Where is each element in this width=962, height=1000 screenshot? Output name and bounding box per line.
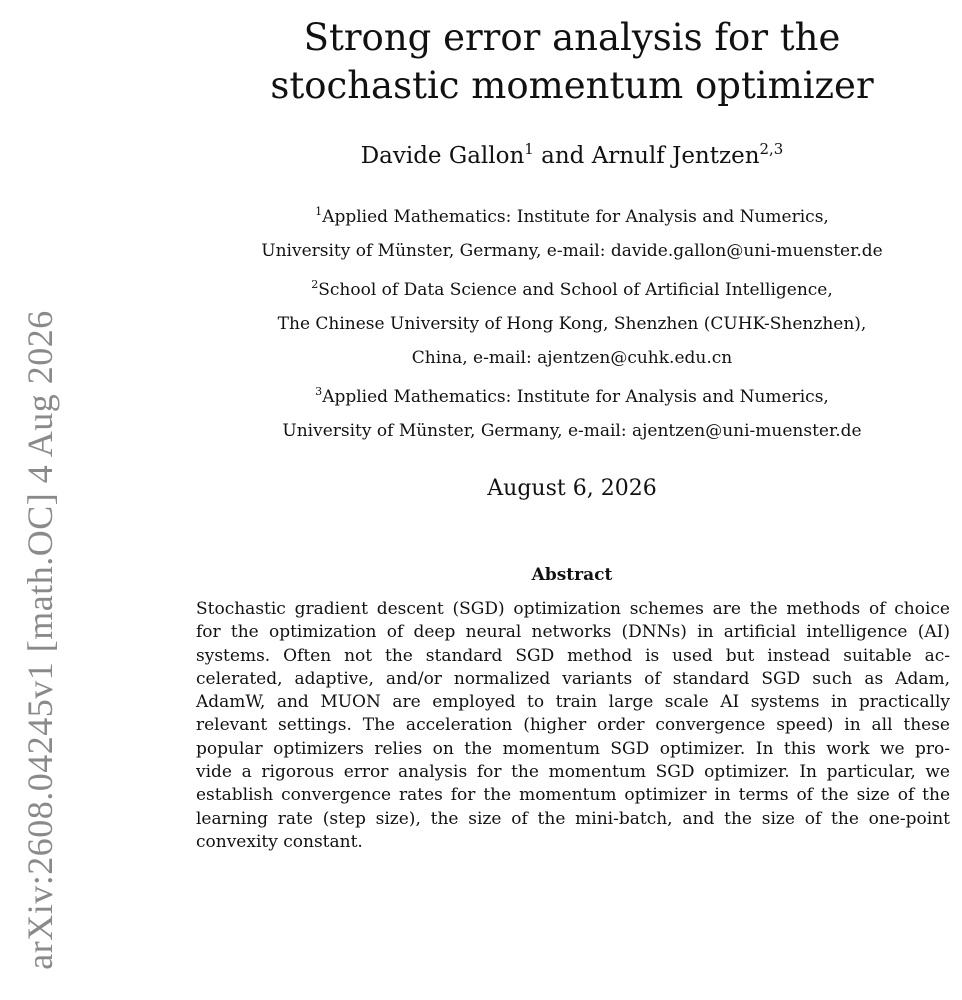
- affiliation-3-mark: 3: [315, 384, 323, 398]
- arxiv-identifier-stamp: arXiv:2608.04245v1 [math.OC] 4 Aug 2026: [20, 310, 60, 970]
- affiliation-2-line-1: [200, 273, 944, 307]
- abstract-heading: Abstract: [531, 565, 613, 585]
- paper-title-line-2: stochastic momentum optimizer: [270, 64, 874, 107]
- author-2-affiliation-mark: 2,3: [759, 139, 784, 158]
- affiliation-2-line-3: China, e-mail: ajentzen@cuhk.edu.cn: [411, 348, 733, 368]
- abstract-line: establish convergence rates for the momentum optimizer in terms of the size of the: [196, 785, 950, 806]
- abstract-line: learning rate (step size), the size of the mini-batch, and the size of the one-point: [196, 808, 950, 829]
- abstract-line: popular optimizers relies on the momentum SGD optimizer. In this work we pro-: [196, 738, 950, 759]
- affiliation-1-mark: 1: [315, 204, 323, 218]
- affiliation-1-line-1-text: Applied Mathematics: Institute for Analysis and Numerics,: [322, 207, 829, 227]
- affiliation-3-line-1: [200, 380, 944, 414]
- author-connector: and: [533, 143, 592, 169]
- abstract-line: celerated, adaptive, and/or normalized variants of standard SGD such as Adam,: [196, 668, 950, 689]
- author-list: [200, 139, 944, 173]
- affiliation-1-line-2: University of Münster, Germany, e-mail: davide.gallon@uni-muenster.de: [261, 241, 883, 261]
- abstract-line: systems. Often not the standard SGD method is used but instead suitable ac-: [196, 645, 950, 666]
- paper-title: [200, 14, 944, 110]
- paper-title-line-1: Strong error analysis for the: [303, 16, 841, 59]
- abstract-line: AdamW, and MUON are employed to train large scale AI systems in practically: [196, 692, 950, 713]
- affiliation-1: [200, 200, 944, 268]
- affiliation-1-line-1: [200, 200, 944, 234]
- affiliation-2: [200, 273, 944, 375]
- affiliation-3: [200, 380, 944, 448]
- author-name-1: Davide Gallon: [360, 143, 525, 169]
- author-1-affiliation-mark: 1: [524, 139, 534, 158]
- abstract-line: convexity constant.: [196, 831, 363, 852]
- affiliation-2-line-2: The Chinese University of Hong Kong, Shenzhen (CUHK-Shenzhen),: [277, 314, 867, 334]
- abstract-line: for the optimization of deep neural networks (DNNs) in artificial intelligence (AI): [196, 622, 950, 643]
- affiliation-2-mark: 2: [311, 277, 319, 291]
- abstract-line: Stochastic gradient descent (SGD) optimization schemes are the methods of choice: [196, 599, 950, 619]
- abstract-body: [196, 598, 950, 854]
- abstract-line: vide a rigorous error analysis for the momentum SGD optimizer. In particular, we: [196, 762, 950, 783]
- publication-date: August 6, 2026: [487, 476, 657, 501]
- affiliation-3-line-2: University of Münster, Germany, e-mail: ajentzen@uni-muenster.de: [282, 421, 862, 441]
- abstract-line: relevant settings. The acceleration (higher order convergence speed) in all these: [196, 715, 950, 736]
- affiliation-3-line-1-text: Applied Mathematics: Institute for Analysis and Numerics,: [322, 387, 829, 407]
- affiliation-2-line-1-text: School of Data Science and School of Artificial Intelligence,: [318, 280, 833, 300]
- author-name-2: Arnulf Jentzen: [591, 143, 760, 169]
